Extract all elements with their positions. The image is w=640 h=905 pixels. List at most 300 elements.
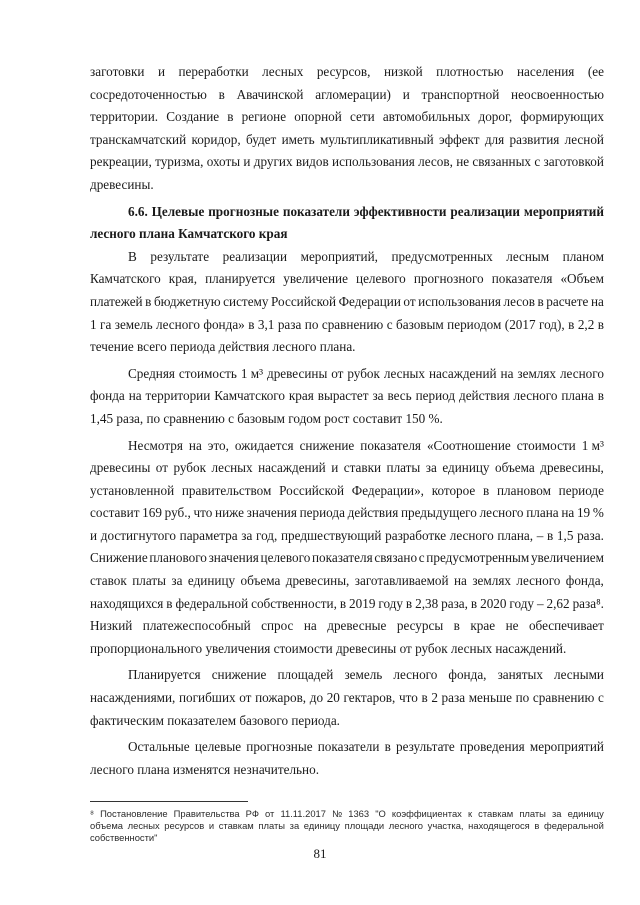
word: транспортной (421, 86, 500, 102)
word: «Соотношение (426, 437, 511, 453)
body-line (90, 109, 604, 132)
footnote-divider (90, 801, 248, 802)
word: лесных (383, 365, 426, 381)
word: «Объем (560, 271, 604, 287)
word: использования (332, 154, 415, 170)
word: платы (386, 460, 421, 476)
word: составит (90, 505, 140, 521)
word: значения (246, 505, 297, 521)
word: древесины (266, 365, 328, 381)
word: 2,2 (577, 316, 595, 332)
body-line (90, 596, 604, 619)
word: платы (132, 573, 166, 589)
body-line (90, 339, 604, 362)
word: от (331, 365, 344, 381)
word: лесными (554, 667, 604, 683)
word: проведения (459, 739, 525, 755)
word: год, (256, 527, 278, 543)
word: насаждениями, (90, 690, 176, 706)
word: раза, (441, 595, 468, 611)
body-line (90, 132, 604, 155)
word: Правительства (173, 808, 240, 819)
word: "О (375, 808, 386, 819)
word: не (456, 154, 470, 170)
word: Камчатского (214, 388, 285, 404)
word: на (128, 388, 142, 404)
word: объема (90, 819, 124, 831)
word: лесного плана изменятся незначительно. (90, 761, 319, 777)
word: в (218, 86, 225, 102)
word: древесины, (540, 460, 604, 476)
word: насаждений (428, 365, 497, 381)
word: лесов, (418, 154, 453, 170)
word: 2 (431, 690, 438, 706)
word: в (597, 316, 604, 332)
word: действия (347, 505, 399, 521)
word: показателя (311, 550, 373, 566)
word: края, (168, 271, 198, 287)
word: раза (441, 690, 466, 706)
word: на (454, 573, 467, 589)
word: единицу (187, 573, 236, 589)
word: других (253, 154, 293, 170)
word: раза (277, 316, 302, 332)
word: от (155, 460, 168, 476)
word: 11.11.2017 (280, 808, 326, 819)
body-line (90, 154, 604, 177)
body-line (90, 411, 604, 434)
word: не (505, 618, 519, 634)
word: 1 (90, 316, 97, 332)
body-line (90, 528, 604, 551)
body-line (90, 388, 604, 411)
word: лесного (516, 573, 561, 589)
body-line (90, 271, 604, 294)
word: собственности, (251, 595, 337, 611)
word: что (193, 505, 213, 521)
word: в (534, 819, 540, 831)
word: целевого (260, 550, 311, 566)
word: с (534, 154, 541, 170)
word: погибших (178, 690, 236, 706)
word: коэффициентах (391, 808, 462, 819)
word: и (157, 64, 165, 79)
body-line (90, 204, 604, 227)
word: охоты (206, 154, 241, 170)
word: лесных (211, 460, 253, 476)
word: сравнению (532, 690, 595, 706)
word: заготавливаемой (354, 573, 449, 589)
word: Целевые (151, 203, 205, 219)
word: – (536, 527, 544, 543)
body-line (90, 762, 604, 785)
body-line (90, 317, 604, 340)
word: в (166, 595, 173, 611)
word: фонда (90, 388, 125, 404)
word: ставкам (218, 819, 254, 831)
word: от (403, 293, 416, 309)
word: предыдущего (400, 505, 477, 521)
word: к (467, 808, 473, 819)
word: собственности" (90, 831, 158, 843)
body-line (90, 294, 604, 317)
word: фонда, (565, 573, 604, 589)
word: базовым (396, 316, 444, 332)
word: в (248, 316, 255, 332)
word: показателя (360, 437, 421, 453)
word: за (552, 808, 562, 819)
word: ресурсов, (316, 64, 371, 79)
word: стоимость (178, 365, 237, 381)
word: дорог, (478, 109, 513, 125)
word: платежей (90, 293, 143, 309)
word: предусмотренных (391, 248, 493, 264)
word: предшествующий (280, 527, 382, 543)
word: ресурсы (396, 618, 444, 634)
word: лесного (388, 819, 423, 831)
word: течение всего периода действия лесного плана. (90, 339, 356, 355)
word: период (415, 388, 456, 404)
word: лесного (156, 316, 200, 332)
word: мероприятий (529, 739, 604, 755)
body-text (90, 64, 604, 784)
word: это, (207, 437, 229, 453)
word: что (398, 690, 418, 706)
word: 1,5 (556, 527, 574, 543)
word: платежеспособный (142, 618, 251, 634)
word: древесины (90, 460, 151, 476)
word: результате (150, 248, 210, 264)
body-line (90, 739, 604, 762)
word: ожидается (234, 437, 294, 453)
word: фактическим показателем базового периода. (90, 712, 340, 728)
word: опорной (294, 109, 342, 125)
word: плана, (497, 527, 534, 543)
word: неосвоенностью (511, 86, 604, 102)
word: достигнутого (100, 527, 176, 543)
word: расчете (546, 293, 589, 309)
word: в (482, 482, 490, 498)
word: сосредоточенностью (90, 86, 207, 102)
word: РФ (245, 808, 259, 819)
body-line (90, 483, 604, 506)
word: в (421, 690, 428, 706)
word: древесины, (285, 573, 350, 589)
word: лесным (506, 248, 550, 264)
word: занятых (497, 667, 543, 683)
word: и (243, 154, 251, 170)
word: мультипликативный (319, 131, 434, 147)
word: в (537, 293, 544, 309)
word: мероприятий (523, 203, 604, 219)
word: гектаров, (343, 690, 396, 706)
word: землях (472, 573, 511, 589)
body-line (90, 573, 604, 596)
word: края (288, 388, 314, 404)
word: разработке (385, 527, 447, 543)
word: ставкам (478, 808, 514, 819)
word: в (470, 595, 478, 611)
word: планируется (205, 271, 276, 287)
word: за (241, 527, 253, 543)
body-line (90, 667, 604, 690)
word: находящегося (468, 819, 530, 831)
word: целевые (194, 739, 242, 755)
body-line (90, 87, 604, 110)
body-line (90, 460, 604, 483)
word: лесного (559, 365, 604, 381)
body-line (90, 366, 604, 389)
word: Несмотря (128, 437, 183, 453)
word: раза⁸. (572, 595, 604, 611)
word: и (331, 460, 339, 476)
word: раза. (577, 527, 604, 543)
word: 169 (142, 505, 162, 521)
body-line (90, 550, 604, 573)
word: (2017 (504, 316, 536, 332)
word: лесных (127, 819, 160, 831)
word: 6.6. (128, 203, 148, 219)
word: год), (539, 316, 565, 332)
word: агломерации) (315, 86, 391, 102)
word: % (592, 505, 604, 521)
word: объема (240, 573, 281, 589)
word: бюджетную (153, 293, 221, 309)
word: руб., (164, 505, 191, 521)
word: планом (562, 248, 604, 264)
word: периодом (447, 316, 502, 332)
word: Низкий (90, 618, 133, 634)
word: лесного плана Камчатского края (90, 226, 288, 242)
word: сравнению (321, 316, 384, 332)
word: территории. (90, 109, 159, 125)
footnote-line (90, 832, 604, 844)
word: от (239, 690, 252, 706)
word: автомобильных (382, 109, 471, 125)
word: Камчатского (90, 271, 161, 287)
word: году (509, 595, 535, 611)
word: прогнозного (413, 271, 484, 287)
footnote (90, 808, 604, 843)
word: лесной (564, 131, 604, 147)
body-line (90, 64, 604, 87)
footnote-line (90, 808, 604, 820)
word: землях (517, 365, 557, 381)
word: систему (223, 293, 269, 309)
word: предусмотренным (426, 550, 530, 566)
word: 2020 (480, 595, 507, 611)
word: участка, (427, 819, 464, 831)
word: заготовкой (543, 154, 604, 170)
body-line (90, 505, 604, 528)
word: Создание (166, 109, 220, 125)
word: по (304, 316, 319, 332)
word: за (425, 460, 437, 476)
word: связано (374, 550, 418, 566)
word: лесного (449, 527, 494, 543)
word: параметра (179, 527, 238, 543)
word: спрос (261, 618, 294, 634)
word: единицу (303, 819, 340, 831)
word: находящихся (90, 595, 164, 611)
word: 20 (326, 690, 340, 706)
word: ресурсов (164, 819, 205, 831)
word: эффект (439, 131, 480, 147)
body-line (90, 249, 604, 272)
word: земель (344, 667, 383, 683)
word: в (145, 293, 152, 309)
word: в (597, 388, 604, 404)
word: крае (470, 618, 496, 634)
word: 2019 (349, 595, 376, 611)
word: развития (509, 131, 560, 147)
word: территории (145, 388, 211, 404)
body-line (90, 641, 604, 664)
word: 1 м³ (240, 365, 264, 381)
word: рубок (347, 365, 380, 381)
word: рекреации, (90, 154, 152, 170)
word: в (405, 595, 413, 611)
word: связанных (472, 154, 532, 170)
word: лесов (503, 293, 535, 309)
word: 3,1 (257, 316, 275, 332)
word: использования (418, 293, 501, 309)
word: платы (519, 808, 546, 819)
word: № (332, 808, 343, 819)
word: 19 (576, 505, 591, 521)
word: транскамчатский (90, 131, 187, 147)
word: за (372, 388, 384, 404)
word: Российской (271, 293, 337, 309)
word: фонда, (448, 667, 487, 683)
word: земель (114, 316, 153, 332)
word: ставок (90, 573, 127, 589)
word: прогнозные (208, 203, 279, 219)
word: заготовки (90, 64, 145, 79)
word: фонда» (203, 316, 245, 332)
word: результате (396, 739, 455, 755)
body-line (90, 226, 604, 249)
word: низкой (383, 64, 423, 79)
word: от (265, 808, 275, 819)
word: формирующих (520, 109, 604, 125)
word: показателя (491, 271, 553, 287)
word: га (100, 316, 112, 332)
word: обеспечивает (528, 618, 604, 634)
word: плана (561, 388, 594, 404)
body-line (90, 177, 604, 200)
word: увеличением (530, 550, 604, 566)
word: весь (387, 388, 412, 404)
body-line (90, 438, 604, 461)
word: единицу (442, 460, 490, 476)
word: Остальные (128, 739, 190, 755)
word: целевого (356, 271, 406, 287)
word: которое (431, 482, 476, 498)
word: меньше (468, 690, 512, 706)
word: древесные (327, 618, 387, 634)
word: ставки (343, 460, 382, 476)
word: Снижение (90, 550, 148, 566)
body-line (90, 690, 604, 713)
footnote-line (90, 820, 604, 832)
word: за (171, 573, 183, 589)
word: с (597, 690, 604, 706)
word: вырастет (317, 388, 369, 404)
word: видов (295, 154, 329, 170)
word: ⁸ (90, 808, 94, 819)
word: 1363 (348, 808, 370, 819)
word: 1 м³ (581, 437, 604, 453)
word: 1,45 раза, по сравнению с базовым годом рост составит 150 %. (90, 410, 443, 426)
word: лесных (262, 64, 304, 79)
word: на (561, 505, 575, 521)
word: В (128, 248, 137, 264)
word: единицу (567, 808, 604, 819)
word: 2,38 (415, 595, 439, 611)
word: и (208, 819, 215, 831)
word: в (227, 109, 234, 125)
word: Постановление (100, 808, 168, 819)
word: с (386, 316, 393, 332)
word: иметь (281, 131, 315, 147)
word: площадей (277, 667, 334, 683)
word: по (515, 690, 530, 706)
word: периоде (558, 482, 604, 498)
word: рубок (173, 460, 207, 476)
word: переработки (178, 64, 249, 79)
word: населения (516, 64, 575, 79)
word: мероприятий, (300, 248, 378, 264)
word: году (378, 595, 403, 611)
body-line (90, 618, 604, 641)
word: правительством (181, 482, 272, 498)
word: с (418, 550, 425, 566)
word: лесного (479, 505, 524, 521)
word: сети (349, 109, 375, 125)
word: установленной (90, 482, 175, 498)
word: снижение (299, 437, 355, 453)
word: снижение (211, 667, 267, 683)
word: 2,62 (546, 595, 570, 611)
word: федеральной (543, 819, 604, 831)
word: древесины. (90, 176, 154, 192)
word: плановом (496, 482, 551, 498)
word: эффективности (353, 203, 447, 219)
word: значения (208, 550, 259, 566)
word: (ее (587, 64, 604, 79)
word: пропорционального увеличения стоимости древесины от рубок лесных насаждений. (90, 640, 567, 656)
word: Федерации (338, 293, 401, 309)
word: на (590, 293, 604, 309)
word: планового (149, 550, 207, 566)
word: регионе (241, 109, 287, 125)
word: объема (495, 460, 535, 476)
word: увеличение (283, 271, 348, 287)
word: федеральной (175, 595, 249, 611)
word: на (188, 437, 202, 453)
word: Планируется (128, 667, 201, 683)
word: показатели (317, 739, 380, 755)
word: – (536, 595, 544, 611)
word: платы (258, 819, 285, 831)
word: реализации (450, 203, 520, 219)
word: площади (344, 819, 385, 831)
word: в (568, 316, 575, 332)
word: периода (299, 505, 345, 521)
word: и (402, 86, 410, 102)
word: Федерации», (351, 482, 424, 498)
